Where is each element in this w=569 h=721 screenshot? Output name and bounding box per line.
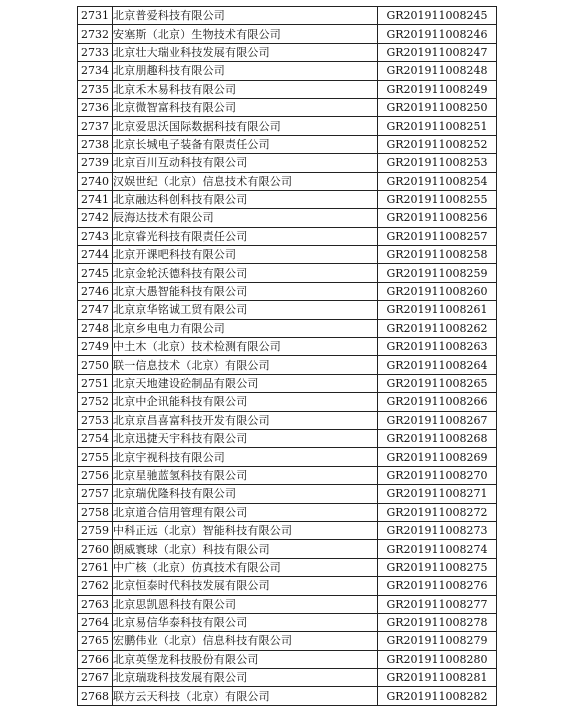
certificate-code-cell: GR201911008279 <box>378 632 497 650</box>
row-number-cell: 2744 <box>78 246 113 264</box>
row-number-cell: 2737 <box>78 117 113 135</box>
table-row <box>78 117 497 135</box>
table-row <box>78 558 497 576</box>
certificate-code-cell: GR201911008264 <box>378 356 497 374</box>
company-name-cell: 北京禾木易科技有限公司 <box>113 80 378 98</box>
company-name-cell: 北京朋趣科技有限公司 <box>113 62 378 80</box>
row-number-cell: 2735 <box>78 80 113 98</box>
table-row <box>78 393 497 411</box>
company-name-cell: 北京易信华泰科技有限公司 <box>113 613 378 631</box>
row-number-cell: 2741 <box>78 190 113 208</box>
table-row <box>78 282 497 300</box>
table-row <box>78 411 497 429</box>
table-row <box>78 687 497 705</box>
registry-table-body <box>78 7 497 706</box>
certificate-code-cell: GR201911008263 <box>378 338 497 356</box>
table-row <box>78 227 497 245</box>
table-row <box>78 209 497 227</box>
certificate-code-cell: GR201911008251 <box>378 117 497 135</box>
table-row <box>78 429 497 447</box>
certificate-code-cell: GR201911008272 <box>378 503 497 521</box>
table-row <box>78 98 497 116</box>
company-name-cell: 北京睿光科技有限责任公司 <box>113 227 378 245</box>
row-number-cell: 2764 <box>78 613 113 631</box>
company-name-cell: 朗威寰球（北京）科技有限公司 <box>113 540 378 558</box>
company-name-cell: 北京爱思沃国际数据科技有限公司 <box>113 117 378 135</box>
certificate-code-cell: GR201911008273 <box>378 521 497 539</box>
company-name-cell: 北京乡电电力有限公司 <box>113 319 378 337</box>
certificate-code-cell: GR201911008258 <box>378 246 497 264</box>
certificate-code-cell: GR201911008269 <box>378 448 497 466</box>
row-number-cell: 2767 <box>78 669 113 687</box>
company-name-cell: 北京金轮沃德科技有限公司 <box>113 264 378 282</box>
table-row <box>78 172 497 190</box>
table-row <box>78 338 497 356</box>
row-number-cell: 2733 <box>78 43 113 61</box>
certificate-code-cell: GR201911008267 <box>378 411 497 429</box>
table-row <box>78 356 497 374</box>
table-row <box>78 521 497 539</box>
row-number-cell: 2747 <box>78 301 113 319</box>
company-name-cell: 北京京华铭诚工贸有限公司 <box>113 301 378 319</box>
table-row <box>78 595 497 613</box>
row-number-cell: 2755 <box>78 448 113 466</box>
row-number-cell: 2743 <box>78 227 113 245</box>
company-name-cell: 北京恒泰时代科技发展有限公司 <box>113 577 378 595</box>
certificate-code-cell: GR201911008259 <box>378 264 497 282</box>
row-number-cell: 2750 <box>78 356 113 374</box>
certificate-code-cell: GR201911008252 <box>378 135 497 153</box>
table-row <box>78 485 497 503</box>
table-row <box>78 190 497 208</box>
company-name-cell: 中广核（北京）仿真技术有限公司 <box>113 558 378 576</box>
company-name-cell: 北京普爱科技有限公司 <box>113 7 378 25</box>
certificate-code-cell: GR201911008274 <box>378 540 497 558</box>
table-row <box>78 43 497 61</box>
certificate-code-cell: GR201911008281 <box>378 669 497 687</box>
certificate-code-cell: GR201911008277 <box>378 595 497 613</box>
table-row <box>78 466 497 484</box>
table-row <box>78 319 497 337</box>
certificate-code-cell: GR201911008265 <box>378 374 497 392</box>
table-row <box>78 246 497 264</box>
certificate-code-cell: GR201911008280 <box>378 650 497 668</box>
certificate-code-cell: GR201911008270 <box>378 466 497 484</box>
row-number-cell: 2761 <box>78 558 113 576</box>
row-number-cell: 2752 <box>78 393 113 411</box>
certificate-code-cell: GR201911008256 <box>378 209 497 227</box>
table-row <box>78 540 497 558</box>
certificate-code-cell: GR201911008262 <box>378 319 497 337</box>
company-name-cell: 中科正远（北京）智能科技有限公司 <box>113 521 378 539</box>
certificate-code-cell: GR201911008278 <box>378 613 497 631</box>
row-number-cell: 2736 <box>78 98 113 116</box>
row-number-cell: 2758 <box>78 503 113 521</box>
table-row <box>78 613 497 631</box>
certificate-code-cell: GR201911008255 <box>378 190 497 208</box>
certificate-code-cell: GR201911008282 <box>378 687 497 705</box>
company-name-cell: 中土木（北京）技术检测有限公司 <box>113 338 378 356</box>
certificate-code-cell: GR201911008248 <box>378 62 497 80</box>
row-number-cell: 2749 <box>78 338 113 356</box>
certificate-code-cell: GR201911008268 <box>378 429 497 447</box>
company-name-cell: 北京微智富科技有限公司 <box>113 98 378 116</box>
certificate-code-cell: GR201911008245 <box>378 7 497 25</box>
row-number-cell: 2763 <box>78 595 113 613</box>
table-row <box>78 301 497 319</box>
row-number-cell: 2760 <box>78 540 113 558</box>
company-name-cell: 北京宇视科技有限公司 <box>113 448 378 466</box>
table-row <box>78 632 497 650</box>
certificate-code-cell: GR201911008247 <box>378 43 497 61</box>
table-row <box>78 669 497 687</box>
company-name-cell: 北京英堡龙科技股份有限公司 <box>113 650 378 668</box>
company-name-cell: 北京星驰蓝氢科技有限公司 <box>113 466 378 484</box>
company-name-cell: 北京道合信用管理有限公司 <box>113 503 378 521</box>
certificate-code-cell: GR201911008253 <box>378 154 497 172</box>
company-name-cell: 安塞斯（北京）生物技术有限公司 <box>113 25 378 43</box>
row-number-cell: 2751 <box>78 374 113 392</box>
row-number-cell: 2748 <box>78 319 113 337</box>
certificate-code-cell: GR201911008276 <box>378 577 497 595</box>
table-row <box>78 154 497 172</box>
certificate-code-cell: GR201911008246 <box>378 25 497 43</box>
row-number-cell: 2740 <box>78 172 113 190</box>
row-number-cell: 2745 <box>78 264 113 282</box>
certificate-code-cell: GR201911008271 <box>378 485 497 503</box>
company-name-cell: 北京百川互动科技有限公司 <box>113 154 378 172</box>
company-name-cell: 联方云天科技（北京）有限公司 <box>113 687 378 705</box>
certificate-code-cell: GR201911008250 <box>378 98 497 116</box>
table-row <box>78 448 497 466</box>
table-row <box>78 264 497 282</box>
certificate-code-cell: GR201911008266 <box>378 393 497 411</box>
row-number-cell: 2754 <box>78 429 113 447</box>
company-name-cell: 北京瑞珑科技发展有限公司 <box>113 669 378 687</box>
company-name-cell: 北京思凯恩科技有限公司 <box>113 595 378 613</box>
company-name-cell: 北京中企讯能科技有限公司 <box>113 393 378 411</box>
table-row <box>78 7 497 25</box>
row-number-cell: 2766 <box>78 650 113 668</box>
table-row <box>78 25 497 43</box>
company-name-cell: 北京京昌喜富科技开发有限公司 <box>113 411 378 429</box>
company-name-cell: 北京大愚智能科技有限公司 <box>113 282 378 300</box>
row-number-cell: 2757 <box>78 485 113 503</box>
company-name-cell: 宏鹏伟业（北京）信息科技有限公司 <box>113 632 378 650</box>
row-number-cell: 2732 <box>78 25 113 43</box>
row-number-cell: 2746 <box>78 282 113 300</box>
row-number-cell: 2742 <box>78 209 113 227</box>
company-name-cell: 北京融达科创科技有限公司 <box>113 190 378 208</box>
row-number-cell: 2768 <box>78 687 113 705</box>
company-name-cell: 北京迅捷天宇科技有限公司 <box>113 429 378 447</box>
company-name-cell: 北京长城电子装备有限责任公司 <box>113 135 378 153</box>
row-number-cell: 2756 <box>78 466 113 484</box>
certificate-code-cell: GR201911008261 <box>378 301 497 319</box>
table-row <box>78 503 497 521</box>
company-registry-table <box>77 6 497 706</box>
row-number-cell: 2762 <box>78 577 113 595</box>
certificate-code-cell: GR201911008275 <box>378 558 497 576</box>
row-number-cell: 2753 <box>78 411 113 429</box>
row-number-cell: 2759 <box>78 521 113 539</box>
company-name-cell: 辰海达技术有限公司 <box>113 209 378 227</box>
table-row <box>78 80 497 98</box>
company-name-cell: 汉娱世纪（北京）信息技术有限公司 <box>113 172 378 190</box>
table-row <box>78 577 497 595</box>
company-name-cell: 联一信息技术（北京）有限公司 <box>113 356 378 374</box>
table-row <box>78 374 497 392</box>
certificate-code-cell: GR201911008254 <box>378 172 497 190</box>
company-name-cell: 北京开课吧科技有限公司 <box>113 246 378 264</box>
row-number-cell: 2734 <box>78 62 113 80</box>
table-row <box>78 135 497 153</box>
row-number-cell: 2731 <box>78 7 113 25</box>
row-number-cell: 2738 <box>78 135 113 153</box>
company-name-cell: 北京天地建设砼制品有限公司 <box>113 374 378 392</box>
company-name-cell: 北京瑞优隆科技有限公司 <box>113 485 378 503</box>
row-number-cell: 2765 <box>78 632 113 650</box>
row-number-cell: 2739 <box>78 154 113 172</box>
table-row <box>78 650 497 668</box>
table-row <box>78 62 497 80</box>
certificate-code-cell: GR201911008257 <box>378 227 497 245</box>
company-name-cell: 北京壮大瑞业科技发展有限公司 <box>113 43 378 61</box>
certificate-code-cell: GR201911008249 <box>378 80 497 98</box>
certificate-code-cell: GR201911008260 <box>378 282 497 300</box>
